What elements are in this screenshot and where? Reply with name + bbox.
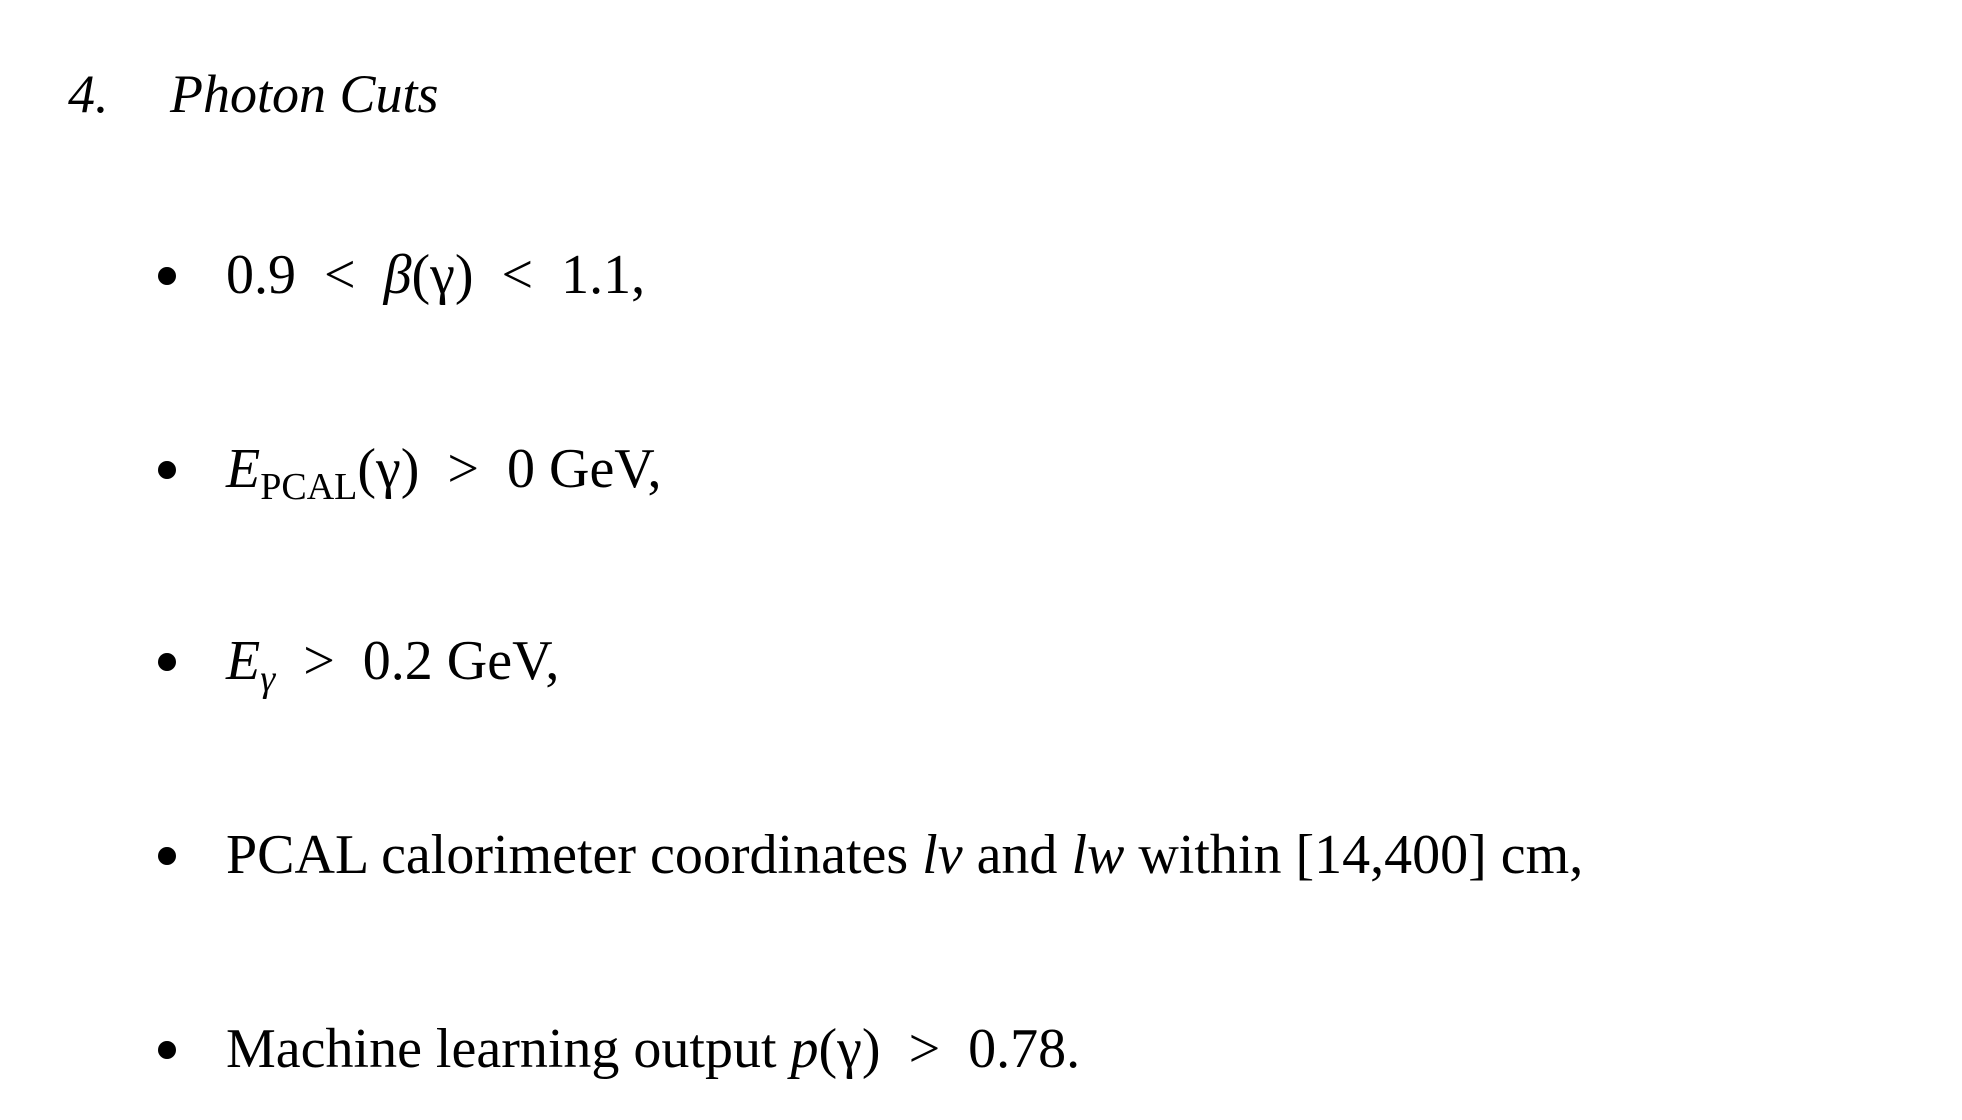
probability-symbol: p	[790, 1018, 819, 1080]
coordinates-text: PCAL calorimeter coordinates	[226, 824, 909, 886]
section-number: 4.	[68, 64, 109, 124]
pcal-energy-threshold: 0 GeV,	[507, 438, 662, 500]
range-text: within [14,400] cm,	[1138, 824, 1584, 886]
greater-than-operator: >	[303, 630, 335, 692]
bullet-icon	[158, 461, 176, 479]
greater-than-operator: >	[447, 438, 479, 500]
beta-upper-bound: 1.1,	[561, 244, 646, 306]
energy-symbol: E	[226, 630, 261, 692]
list-item	[158, 1016, 1080, 1082]
bullet-icon	[158, 267, 176, 285]
and-text: and	[976, 824, 1058, 886]
lw-variable: lw	[1071, 824, 1125, 886]
photon-energy-threshold: 0.2 GeV,	[362, 630, 560, 692]
greater-than-operator: >	[908, 1018, 941, 1080]
ml-output-text: Machine learning output	[226, 1018, 777, 1080]
probability-argument: (γ)	[818, 1018, 881, 1080]
less-than-operator: <	[501, 244, 534, 306]
section-heading	[68, 62, 439, 126]
list-item	[158, 242, 645, 308]
beta-lower-bound: 0.9	[226, 244, 296, 306]
bullet-icon	[158, 847, 176, 865]
energy-symbol: E	[226, 438, 261, 500]
beta-argument: (γ)	[411, 244, 474, 306]
pcal-subscript: PCAL	[260, 466, 358, 508]
list-item	[158, 436, 662, 508]
beta-symbol: β	[383, 244, 412, 306]
lv-variable: lv	[922, 824, 963, 886]
list-item	[158, 628, 559, 700]
bullet-icon	[158, 1041, 176, 1059]
energy-argument: (γ)	[357, 438, 420, 500]
section-title: Photon Cuts	[170, 64, 439, 124]
ml-threshold: 0.78.	[968, 1018, 1081, 1080]
less-than-operator: <	[324, 244, 356, 306]
gamma-subscript: γ	[260, 658, 276, 700]
bullet-icon	[158, 653, 176, 671]
list-item	[158, 822, 1583, 888]
